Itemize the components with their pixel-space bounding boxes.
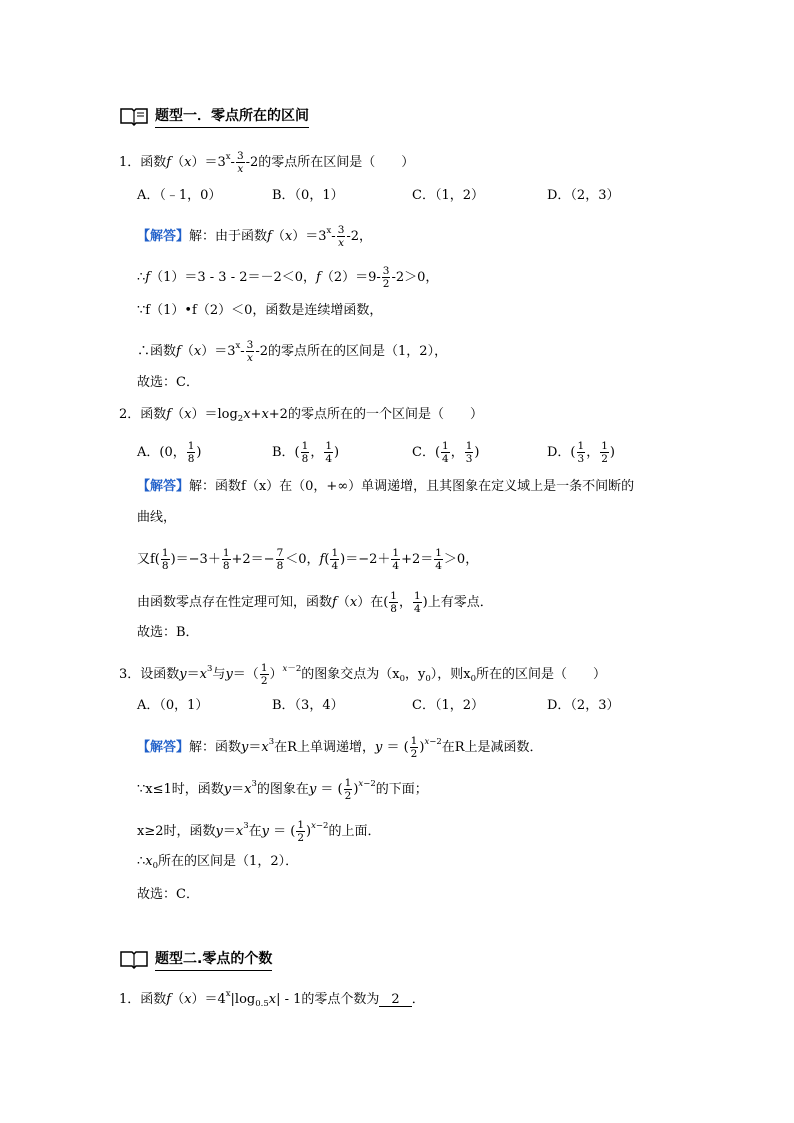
option-d: D．（2，3） (547, 188, 620, 203)
solution-line: 【解答】解：函数$y=x^3$在R上单调递增，y ＝ ( $\frac{1}{2}$ )$^{x-2}$在R上是减函数． (137, 735, 543, 761)
option-a: A．（0，1） (137, 698, 209, 713)
solution-line: 【解答】解：由于函数$f(x)=3^x-$ $\frac{3}{x}$ -2， (137, 224, 373, 250)
answer-blank: 2 (379, 993, 411, 1007)
question-1-stem: 1．函数$f(x)=3^x-$ $\frac{3}{x}$ -2的零点所在区间是（ ） (119, 150, 415, 176)
option-c: C．（1，2） (412, 698, 484, 713)
solution-line: ∵x≤1时，函数$y=x^3$的图象在y ＝ ( $\frac{1}{2}$ )$^{x-2}$的下面； (137, 777, 428, 803)
solution-line: ∴函数$f(x)=3^x-$ $\frac{3}{x}$ -2的零点所在的区间是（1，2）， (137, 339, 448, 365)
option-a: A．(0， $\frac{1}{8}$ ) (137, 440, 202, 466)
answer-tag: 【解答】 (137, 740, 190, 756)
section-header (119, 103, 309, 129)
solution-line: $\therefore x_0$所在的区间是（1，2）． (137, 854, 299, 871)
section-title: 题型一．零点所在的区间 (155, 105, 309, 128)
option-d: D．( $\frac{1}{3}$ ， $\frac{1}{2}$ ) (547, 440, 615, 466)
solution-line: 又f( $\frac{1}{8}$ )＝−3＋ $\frac{1}{8}$ +2＝− $\frac{7}{8}$ ＜0，f( $\frac{1}{4}$ )＝−2＋ $\frac{1}{4}$ +2＝ $\frac{1}{4}$ ＞0， (137, 547, 479, 573)
question-3-stem: 3．设函数$y=x^3$与y＝（ $\frac{1}{2}$ ）$^{x-2}$的图象交点为（$x_0$，$y_0$），则$x_0$所在的区间是（ ） (119, 662, 607, 688)
option-b: B．( $\frac{1}{8}$ ， $\frac{1}{4}$ ) (272, 440, 340, 466)
answer-tag: 【解答】 (137, 229, 190, 245)
solution-line: ∵f（1）•f（2）＜0，函数是连续增函数， (137, 303, 383, 318)
option-b: B．（0，1） (272, 188, 344, 203)
option-b: B．（3，4） (272, 698, 344, 713)
section-header (119, 946, 272, 972)
solution-line: 由函数零点存在性定理可知，函数f（x）在( $\frac{1}{8}$ ， $\frac{1}{4}$ )上有零点． (137, 590, 493, 616)
section-title: 题型二.零点的个数 (155, 948, 272, 971)
solution-line: 曲线， (137, 510, 177, 525)
choice-line: 故选：B． (137, 625, 199, 640)
question-4-stem: 1．函数$f(x)=4^x|\log_{0.5}x| - 1$的零点个数为 2 ． (119, 989, 425, 1009)
solution-line: 【解答】解：函数f（x）在（0，+∞）单调递增，且其图象在定义域上是一条不间断的 (137, 479, 635, 494)
choice-line: 故选：C． (137, 887, 199, 902)
solution-line: x≥2时，函数$y=x^3$在y ＝ ( $\frac{1}{2}$ )$^{x-2}$的上面． (137, 819, 381, 845)
option-d: D．（2，3） (547, 698, 620, 713)
answer-tag: 【解答】 (137, 479, 190, 494)
solution-line: ∴f（1）＝3 - 3 - 2＝－2＜0，f（2）＝9- $\frac{3}{2}$ -2＞0， (137, 265, 439, 291)
question-2-stem: 2．函数$f(x)=\log_2x+x+2$的零点所在的一个区间是（ ） (119, 407, 483, 424)
option-c: C．（1，2） (412, 188, 484, 203)
option-a: A．（﹣1，0） (137, 188, 222, 203)
book-icon (119, 106, 149, 126)
book-icon (119, 949, 149, 969)
choice-line: 故选：C． (137, 375, 199, 390)
option-c: C．( $\frac{1}{4}$ ， $\frac{1}{3}$ ) (412, 440, 480, 466)
